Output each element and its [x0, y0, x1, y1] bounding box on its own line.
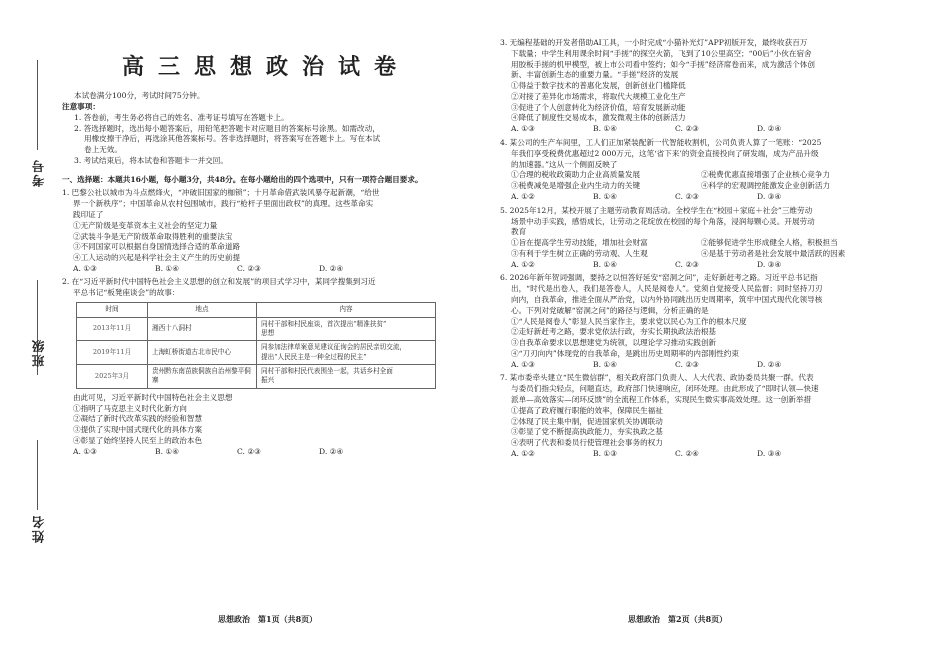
binding-strip: [0, 0, 68, 655]
class-label: 班级: [31, 338, 46, 367]
option-item: ①提高了政府履行职能的效率，保障民生福祉: [511, 405, 663, 415]
intro-text: 本试卷满分100分，考试时间75分钟。: [74, 91, 205, 101]
option-item: ①“人民是阅卷人”彰显人民当家作主，要求党以民心为工作的根本尺度: [511, 316, 747, 326]
option-row: [500, 249, 918, 260]
option-item: ②凝结了新时代改革实践的经验和智慧: [73, 414, 203, 424]
choice-b: B. ①④: [593, 259, 618, 269]
option-item: ②对接了差异化市场需求，将取代大规模工业化生产: [511, 91, 686, 101]
question-stem: 6. 2026年新年贺词强调，要持之以恒答好延安“窑洞之问”，走好新赶考之路。习近平总书记指: [500, 273, 818, 283]
choice-a: A. ①③: [511, 124, 535, 134]
question-7: [500, 373, 918, 459]
option-item: ②武装斗争是无产阶级革命取得胜利的重要法宝: [73, 231, 233, 241]
option-item: ①得益于数字技术的普惠化发展，创新创业门槛降低: [511, 81, 686, 91]
option-item: ②体现了民主集中制，促进国家机关协调联动: [511, 416, 663, 426]
option-item: ④彰显了始终坚持人民至上的政治本色: [73, 435, 203, 445]
choice-b: B. ①④: [593, 359, 618, 369]
note-2-cont: 卷上无效。: [84, 145, 122, 155]
answer-choices: [500, 449, 918, 460]
name-label: 姓名: [31, 514, 46, 543]
choice-d: D. ②④: [757, 124, 782, 134]
option-item: ①旨在提高学生劳动技能，增加社会财富: [511, 238, 648, 248]
option-item: ③促进了个人创意转化为经济价值，培育发展新动能: [511, 102, 686, 112]
option-item: ④表明了代表和委员行使管理社会事务的权力: [511, 438, 663, 448]
choice-b: B. ①④: [593, 124, 618, 134]
question-stem: 教育: [511, 227, 527, 237]
option-item: ④是基于劳动者是社会发展中最活跃的因素: [701, 248, 846, 258]
note-3: 3. 考试结束后，将本试卷和答题卡一并交回。: [74, 155, 228, 165]
option-item: ③彰显了党不断提高执政能力，夯实执政之基: [511, 427, 663, 437]
question-stem: 1. 巴黎公社以城市为斗点燃烽火，“冲破旧国家的枷锁”；十月革命借武装风暴夺起新潮，“给世: [62, 188, 380, 198]
choice-c: C. ②③: [237, 263, 261, 273]
page-1-column: [62, 0, 470, 458]
question-stem: 心。下列对党破解“窑洞之问”的路径与逻辑，分析正确的是: [511, 305, 709, 315]
option-item: ④工人运动的兴起是科学社会主义产生的历史前提: [73, 253, 241, 263]
option-item: ④科学的宏观调控能激发企业创新活力: [701, 181, 831, 191]
page-2-footer: 思想政治 第2页（共8页）: [628, 614, 728, 624]
choice-c: C. ②④: [675, 448, 699, 458]
choice-a: A. ①③: [511, 359, 535, 369]
cell-content: 同参加法律草案意见建议征询会的居民亲切交流， 提出“人民民主是一种全过程的民主”: [257, 341, 436, 365]
option-row: [500, 181, 918, 192]
option-item: ②走好新赶考之路，要求党依法行政，夯实长期执政法治根基: [511, 327, 717, 337]
story-table: [76, 302, 436, 389]
choice-c: C. ②③: [675, 259, 699, 269]
answer-choices: [500, 124, 918, 135]
choice-d: D. ②④: [319, 446, 344, 456]
question-stem: 出，“时代是出卷人，我们是答卷人，人民是阅卷人”。党须自觉接受人民监督；同时坚持刀刃: [511, 284, 823, 294]
choice-d: D. ③④: [757, 448, 782, 458]
option-item: ②税费优惠直接增强了企业核心竞争力: [701, 170, 831, 180]
question-stem: 3. 无编程基础的开发者借助AI工具，一小时完成“小猫补光灯”APP初版开发，最终收获百万: [500, 38, 808, 47]
cell-content: 同村干部和村民代表围坐一起，共话乡村全面 振兴: [257, 365, 436, 389]
choice-b: B. ①④: [155, 446, 180, 456]
question-stem: 平总书记“板凳座谈会”的故事：: [73, 287, 180, 297]
question-stem: 5. 2025年12月，某校开展了主题劳动教育周活动。全校学生在“校园＋家庭＋社会”三维劳动: [500, 205, 813, 215]
option-item: ①无产阶级是变革资本主义社会的坚定力量: [73, 220, 218, 230]
question-stem: 的加速器。”这从一个侧面反映了: [511, 159, 618, 169]
question-3: [500, 38, 918, 135]
question-stem: 下载量；中学生利用课余时间“手搓”的探空火箭，飞到了10公里高空；“00后”小伙在宿舍: [511, 48, 812, 58]
page-1-footer: 思想政治 第1页（共8页）: [218, 614, 318, 624]
question-2: [62, 277, 470, 458]
note-1: 1. 答卷前，考生务必将自己的姓名、准考证号填写在答题卡上。: [74, 112, 289, 122]
choice-a: A. ①③: [73, 263, 97, 273]
exam-title: 高三思想政治试卷: [121, 54, 410, 80]
question-stem: 7. 某市委牵头建立“民生微信群”，相关政府部门负责人、人大代表、政协委员共聚一群。代表: [500, 373, 814, 383]
question-6: [500, 273, 918, 370]
table-header-row: [77, 303, 436, 317]
question-stem: 场景中动手实践，感悟成长，让劳动之花绽放在校园的每个角落，浸润每颗心灵。开展劳动: [511, 216, 815, 226]
choice-d: D. ③④: [757, 191, 782, 201]
question-stem: 用胶板手搓的机甲模型，被上市公司看中签约；如今“手搓”经济席卷而来，成为激活个体创: [511, 59, 815, 69]
table-row: [77, 341, 436, 365]
question-stem: 与委员们指尖轻点，问题直达，政府部门快速响应，闭环处理。由此形成了“即时认领—快速: [511, 384, 819, 394]
choice-b: B. ①④: [593, 191, 618, 201]
question-stem: 2. 在“习近平新时代中国特色社会主义思想的创立和发展”的项目式学习中，某同学搜集到习近: [62, 276, 376, 286]
question-stem: 新、丰富创新生态的重要力量。“手搓”经济的发展: [511, 70, 679, 80]
choice-a: A. ①②: [511, 191, 535, 201]
note-2-cont: 用橡皮擦干净后，再选涂其他答案标号。答非选择题时，将答案写在答题卡上。写在本试: [84, 134, 381, 144]
question-stem: 践印证了: [73, 210, 104, 220]
choice-d: D. ②④: [319, 263, 344, 273]
choice-a: A. ①②: [511, 259, 535, 269]
header-content: 内容: [257, 303, 436, 317]
notes-title: 注意事项：: [62, 102, 100, 112]
option-item: ③自我革命要求以思想建党为统领，以理论学习推动实践创新: [511, 338, 717, 348]
cell-content: 同村干部和村民座谈，首次提出“精准扶贫” 思想: [257, 317, 436, 341]
option-item: ②能够促进学生形成健全人格，积极担当: [701, 238, 838, 248]
exam-no-line: [37, 60, 38, 150]
answer-choices: [500, 360, 918, 371]
question-stem: 由此可见，习近平新时代中国特色社会主义思想: [73, 392, 233, 402]
cell-place: 湘西十八洞村: [148, 317, 257, 341]
option-item: ①合理的税收政策助力企业高质量发展: [511, 170, 641, 180]
choice-b: B. ①④: [155, 263, 180, 273]
header-place: 地点: [148, 303, 257, 317]
exam-no-label: 考号: [31, 158, 46, 187]
table-row: [77, 365, 436, 389]
choice-d: D. ③④: [757, 259, 782, 269]
note-2: 2. 答选择题时，选出每小题答案后，用铅笔把答题卡对应题目的答案标号涂黑。如需改动，: [74, 123, 380, 133]
option-row: [500, 238, 918, 249]
page-2-column: [500, 38, 918, 460]
choice-d: D. ②④: [757, 359, 782, 369]
choice-c: C. ②③: [675, 359, 699, 369]
question-stem: 派单—高效落实—闭环反馈”的全流程工作体系，实现民生微实事高效处理。这一创新举措: [511, 395, 812, 404]
choice-a: A. ①③: [73, 446, 97, 456]
cell-time: 2013年11月: [77, 317, 148, 341]
choice-a: A. ①②: [511, 448, 535, 458]
choice-b: B. ①③: [593, 448, 618, 458]
cell-time: 2025年3月: [77, 365, 148, 389]
header-time: 时间: [77, 303, 148, 317]
question-1: [62, 188, 470, 274]
question-stem: 年我们享受税费优惠超过2 000万元，这笔‘省下来’的资金直接投向了研发端，成为产品升级: [511, 148, 819, 158]
answer-choices: [500, 192, 918, 203]
option-item: ③不同国家可以根据自身国情选择合适的革命道路: [73, 242, 241, 252]
choice-c: C. ②③: [675, 124, 699, 134]
option-item: ①指明了马克思主义时代化新方向: [73, 403, 187, 413]
section-heading: 一、选择题：本题共16小题，每小题3分，共48分。在每小题给出的四个选项中，只有一项符合题目要求。: [62, 174, 423, 184]
option-item: ③税费减免是增强企业内生动力的关键: [511, 181, 641, 191]
answer-choices: [500, 260, 918, 271]
cell-place: 上海虹桥街道古北市民中心: [148, 341, 257, 365]
name-line: [37, 440, 38, 510]
choice-c: C. ②③: [237, 446, 261, 456]
option-item: ④降低了制度性交易成本，激发微观主体的创新活力: [511, 113, 686, 123]
choice-c: C. ②③: [675, 191, 699, 201]
option-item: ④“刀刃向内”体现党的自我革命，是跳出历史周期率的内部刚性约束: [511, 348, 739, 358]
cell-place: 贵州黔东南苗族侗族自治州黎平侗寨: [148, 365, 257, 389]
question-stem: 4. 某公司的生产车间里，工人们正加紧装配新一代智能收割机，公司负责人算了一笔账：“2025: [500, 138, 822, 148]
question-4: [500, 138, 918, 203]
cell-time: 2019年11月: [77, 341, 148, 365]
question-stem: 向内，自我革命，推进全面从严治党，以内外协同跳出历史周期率，筑牢中国式现代化领导核: [511, 294, 823, 304]
question-5: [500, 206, 918, 271]
answer-choices: [62, 264, 470, 275]
option-row: [500, 170, 918, 181]
option-item: ③提供了实现中国式现代化的具体方案: [73, 425, 203, 435]
question-stem: 界一个新秩序”；中国革命从农村包围城市，践行“枪杆子里面出政权”的真理。这些革命实: [73, 199, 374, 209]
table-row: [77, 317, 436, 341]
option-item: ③有利于学生树立正确的劳动观、人生观: [511, 248, 648, 258]
answer-choices: [62, 447, 470, 458]
